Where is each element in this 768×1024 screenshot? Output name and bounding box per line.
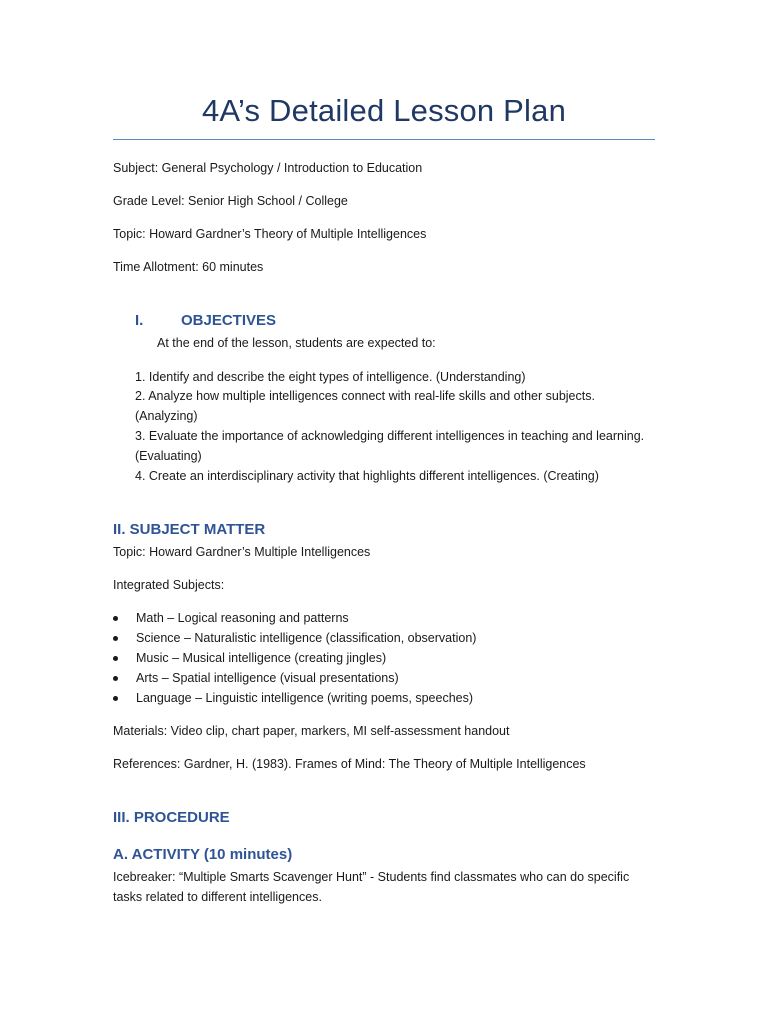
list-item-text: Arts – Spatial intelligence (visual presentations) — [136, 671, 399, 685]
list-item-text: Science – Naturalistic intelligence (classification, observation) — [136, 631, 477, 645]
activity-text-line: Icebreaker: “Multiple Smarts Scavenger Hunt” - Students find classmates who can do specific — [113, 870, 630, 884]
objectives-heading: OBJECTIVES — [181, 312, 277, 329]
list-item-text: Math – Logical reasoning and patterns — [136, 611, 349, 625]
subject-line: Subject: General Psychology / Introduction to Education — [113, 161, 423, 175]
subject-matter-topic: Topic: Howard Gardner’s Multiple Intelligences — [113, 545, 371, 559]
activity-heading: A. ACTIVITY (10 minutes) — [113, 846, 293, 863]
objective-item: 2. Analyze how multiple intelligences connect with real-life skills and other subjects. — [135, 389, 595, 403]
bullet-icon — [113, 696, 118, 701]
references-line: References: Gardner, H. (1983). Frames of Mind: The Theory of Multiple Intelligences — [113, 757, 586, 771]
activity-text-line: tasks related to different intelligences. — [113, 890, 322, 904]
document-title: 4A’s Detailed Lesson Plan — [201, 93, 567, 128]
objective-item: 4. Create an interdisciplinary activity that highlights different intelligences. (Creating) — [135, 469, 599, 483]
topic-line: Topic: Howard Gardner’s Theory of Multiple Intelligences — [113, 227, 427, 241]
integrated-subjects-label: Integrated Subjects: — [113, 578, 225, 592]
bullet-icon — [113, 616, 118, 621]
title-underline — [113, 139, 655, 140]
objective-item: (Analyzing) — [135, 409, 198, 423]
objectives-number: I. — [135, 312, 144, 329]
list-item-text: Music – Musical intelligence (creating jingles) — [136, 651, 387, 665]
bullet-icon — [113, 636, 118, 641]
bullet-icon — [113, 676, 118, 681]
objective-item: (Evaluating) — [135, 449, 202, 463]
objectives-intro: At the end of the lesson, students are expected to: — [157, 336, 436, 350]
objective-item: 1. Identify and describe the eight types of intelligence. (Understanding) — [135, 370, 526, 384]
procedure-heading: III. PROCEDURE — [113, 809, 230, 826]
bullet-icon — [113, 656, 118, 661]
subject-matter-heading: II. SUBJECT MATTER — [113, 521, 266, 538]
list-item-text: Language – Linguistic intelligence (writing poems, speeches) — [136, 691, 474, 705]
grade-level-line: Grade Level: Senior High School / College — [113, 194, 348, 208]
materials-line: Materials: Video clip, chart paper, markers, MI self-assessment handout — [113, 724, 510, 738]
objective-item: 3. Evaluate the importance of acknowledging different intelligences in teaching and learning. — [135, 429, 645, 443]
time-allotment-line: Time Allotment: 60 minutes — [113, 260, 264, 274]
